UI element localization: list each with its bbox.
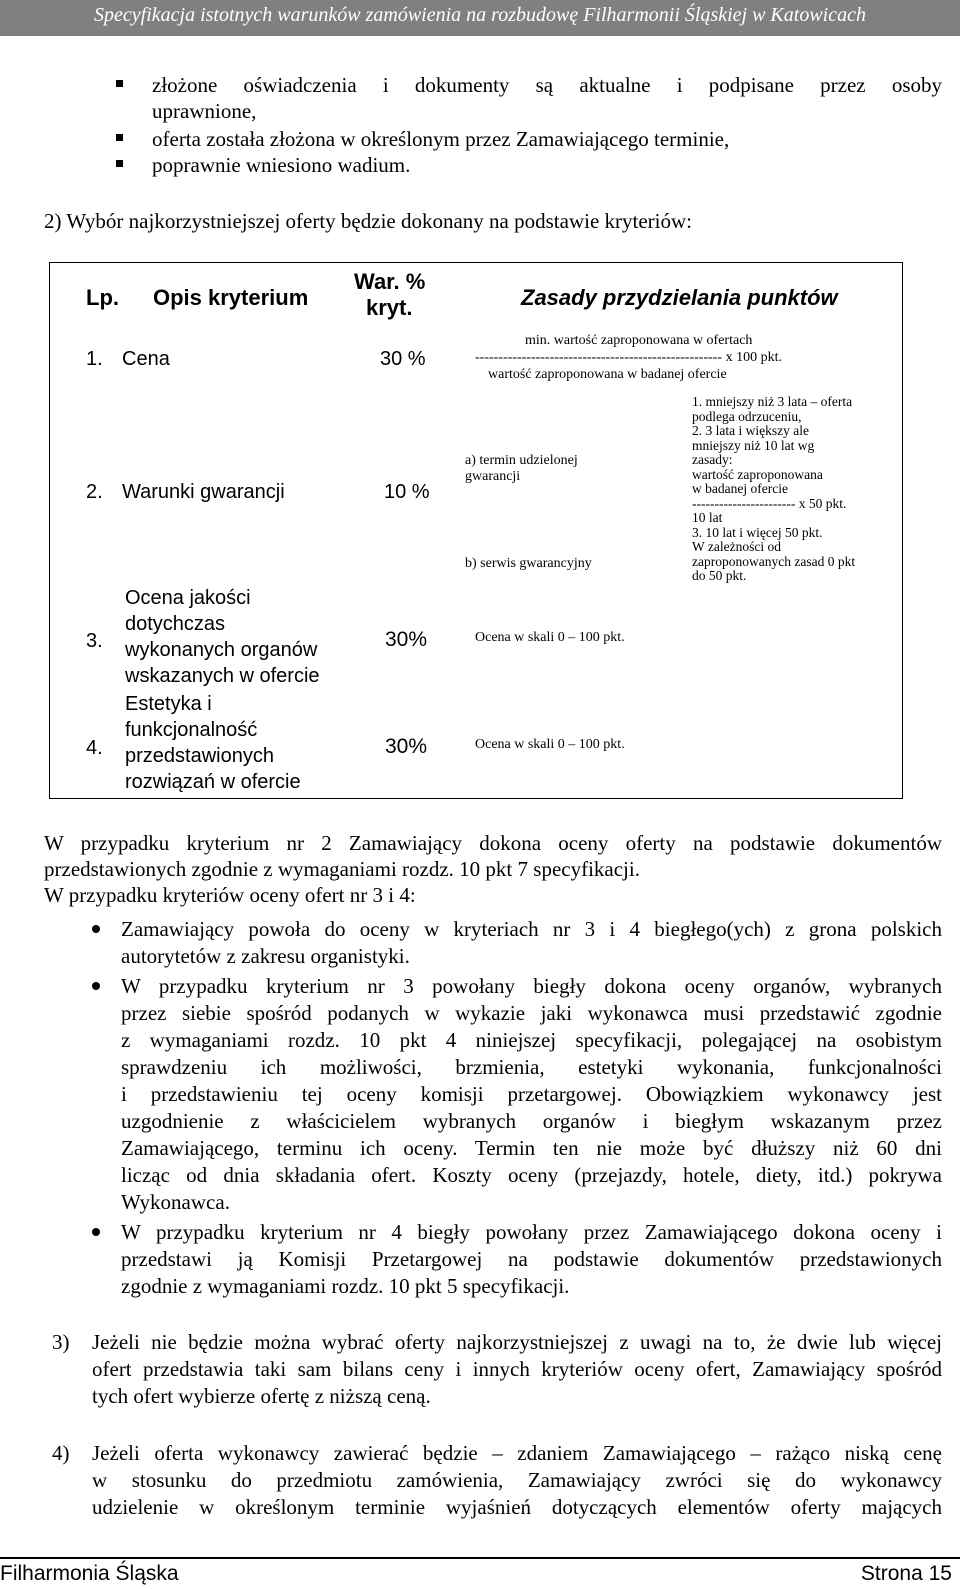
para-1-line-1: W przypadku kryterium nr 2 Zamawiający dokona oceny oferty na podstawie dokumentów <box>44 831 942 855</box>
footer-rule <box>0 1557 960 1559</box>
document-header-title: Specyfikacja istotnych warunków zamówienia na rozbudowę Filharmonii Śląskiej w Katowicach <box>94 4 866 26</box>
item-4-line: w stosunku do przedmiotu zamówienia, Zamawiający zwróci się do wykonawcy <box>92 1468 942 1492</box>
bullet-2-line: przez siebie spośród podanych w wykazie jaki wykonawca musi przedstawić zgodnie <box>121 1001 942 1025</box>
item-3-line: tych ofert wybierze ofertę z niższą ceną. <box>92 1384 431 1408</box>
bullet-2-line: W przypadku kryterium nr 3 powołany biegły dokona oceny organów, wybranych <box>121 974 942 998</box>
bullet-1-line-1: Zamawiający powoła do oceny w kryteriach nr 3 i 4 biegłego(ych) z grona polskich <box>121 917 942 941</box>
bullet-3-line: zgodnie z wymaganiami rozdz. 10 pkt 5 specyfikacji. <box>121 1274 570 1298</box>
bullet-2-line: Zamawiającego, terminu ich oceny. Termin ten nie może być dłuższy niż 60 dni <box>121 1136 942 1160</box>
item-3-line: ofert przedstawia taki sam bilans ceny i innych kryteriów oceny ofert, Zamawiający spośród <box>92 1357 942 1381</box>
rule-line: 2. 3 lata i większy ale <box>692 423 809 438</box>
criteria-table <box>49 262 903 799</box>
row-3-name-line: Ocena jakości <box>125 587 251 609</box>
row-4-name <box>125 691 301 795</box>
row-1-weight: 30 % <box>380 348 426 370</box>
row-3-name-line: wykonanych organów <box>125 639 318 661</box>
bullet-1-line-2: autorytetów z zakresu organistyki. <box>121 944 410 968</box>
rule-line: do 50 pkt. <box>692 568 747 583</box>
round-bullet-icon <box>92 982 100 990</box>
row-3-weight: 30% <box>385 628 428 651</box>
row-2-number: 2. <box>86 481 103 503</box>
row-1-formula-line: ----------------------------------------------------- x 100 pkt. <box>475 350 782 365</box>
intro-bullet-1: złożone oświadczenia i dokumenty są aktualne i podpisane przez osoby <box>152 73 942 97</box>
bullet-2-line: sprawdzeniu ich możliwości, brzmienia, estetyki wykonania, funkcjonalności <box>121 1055 942 1079</box>
footer-organization: Filharmonia Śląska <box>0 1562 179 1585</box>
rule-line: zaproponowanych zasad 0 pkt <box>692 553 856 569</box>
item-4-number: 4) <box>52 1441 70 1465</box>
bullet-3-line: W przypadku kryterium nr 4 biegły powołany przez Zamawiającego dokona oceny i <box>121 1220 942 1244</box>
intro-bullet-2: oferta została złożona w określonym przez Zamawiającego terminie, <box>152 127 730 151</box>
round-bullet-icon <box>92 1228 100 1236</box>
bullet-2-line: uzgodnienie z właścicielem wybranych organów i biegłym wskazanym przez <box>121 1109 942 1133</box>
row-1-number: 1. <box>86 348 103 370</box>
row-3-name-line: dotychczas <box>125 613 226 635</box>
rule-line: ----------------------- x 50 pkt. <box>692 495 847 511</box>
footer-page-number: Strona 15 <box>860 1562 952 1585</box>
row-4-weight: 30% <box>385 735 428 758</box>
rule-line: wartość zaproponowana <box>692 466 823 482</box>
bullet-2-line: z wymaganiami rozdz. 10 pkt 4 niniejszej specyfikacji, polegającej na osobistym <box>121 1028 942 1052</box>
row-4-rule: Ocena w skali 0 – 100 pkt. <box>475 737 625 752</box>
header-lp: Lp. <box>86 285 119 310</box>
rule-line: 1. mniejszy niż 3 lata – oferta <box>692 394 853 409</box>
row-3-name <box>125 585 320 689</box>
bullet-2-line: i przedstawieniu tej oceny komisji przetargowej. Obowiązkiem wykonawcy jest <box>121 1082 942 1106</box>
row-2-sub-a-line-2: gwarancji <box>465 469 521 484</box>
section-2-heading: 2) Wybór najkorzystniejszej oferty będzie dokonany na podstawie kryteriów: <box>44 209 692 233</box>
row-4-number: 4. <box>86 737 103 759</box>
row-2-rules <box>692 395 855 584</box>
bullet-3-line: przedstawi ją Komisji Przetargowej na podstawie dokumentów przedstawionych <box>121 1247 942 1271</box>
square-bullet-icon <box>116 80 123 87</box>
intro-bullet-1-cont: uprawnione, <box>152 99 257 123</box>
header-zasady: Zasady przydzielania punktów <box>521 285 838 310</box>
row-3-number: 3. <box>86 630 103 652</box>
header-war-1: War. % <box>354 269 426 294</box>
row-1-name: Cena <box>122 348 170 370</box>
rule-line: W zależności od <box>692 539 781 554</box>
square-bullet-icon <box>116 160 123 167</box>
item-3-number: 3) <box>52 1330 70 1354</box>
square-bullet-icon <box>116 134 123 141</box>
rule-line: mniejszy niż 10 lat wg <box>692 437 815 453</box>
row-3-name-line: wskazanych w ofercie <box>125 665 320 687</box>
item-4-line: udzielenie w określonym terminie wyjaśnień dotyczących elementów oferty mających <box>92 1495 942 1519</box>
rule-line: w badanej ofercie <box>692 481 788 496</box>
row-4-name-line: funkcjonalność <box>125 719 258 741</box>
row-2-sub-b: b) serwis gwarancyjny <box>465 556 592 571</box>
header-war-2: kryt. <box>366 295 413 320</box>
round-bullet-icon <box>92 925 100 933</box>
rule-line: 10 lat <box>692 510 723 525</box>
bullet-2-line: Wykonawca. <box>121 1190 230 1214</box>
row-2-sub-a-line-1: a) termin udzielonej <box>465 453 578 468</box>
item-4-line: Jeżeli oferta wykonawcy zawierać będzie – zdaniem Zamawiającego – rażąco niską cenę <box>92 1441 942 1465</box>
bullet-2-line: licząc od dnia składania ofert. Koszty oceny (przejazdy, hotele, diety, itd.) pokrywa <box>121 1163 942 1187</box>
header-opis: Opis kryterium <box>153 285 309 310</box>
row-2-name: Warunki gwarancji <box>122 481 285 503</box>
row-4-name-line: Estetyka i <box>125 693 212 715</box>
rule-line: 3. 10 lat i więcej 50 pkt. <box>692 524 823 540</box>
item-3-line: Jeżeli nie będzie można wybrać oferty najkorzystniejszej z uwagi na to, że dwie lub więcej <box>92 1330 942 1354</box>
row-2-weight: 10 % <box>384 481 430 503</box>
row-1-formula-denominator: wartość zaproponowana w badanej ofercie <box>488 367 727 382</box>
row-1-formula-numerator: min. wartość zaproponowana w ofertach <box>525 333 753 348</box>
row-4-name-line: rozwiązań w ofercie <box>125 771 301 793</box>
row-4-name-line: przedstawionych <box>125 745 274 767</box>
intro-bullet-3: poprawnie wniesiono wadium. <box>152 153 411 177</box>
para-1-line-2: przedstawionych zgodnie z wymaganiami rozdz. 10 pkt 7 specyfikacji. <box>44 857 640 881</box>
rule-line: zasady: <box>692 452 733 467</box>
rule-line: podlega odrzuceniu, <box>692 408 802 424</box>
row-3-rule: Ocena w skali 0 – 100 pkt. <box>475 630 625 645</box>
para-2: W przypadku kryteriów oceny ofert nr 3 i 4: <box>44 883 416 907</box>
